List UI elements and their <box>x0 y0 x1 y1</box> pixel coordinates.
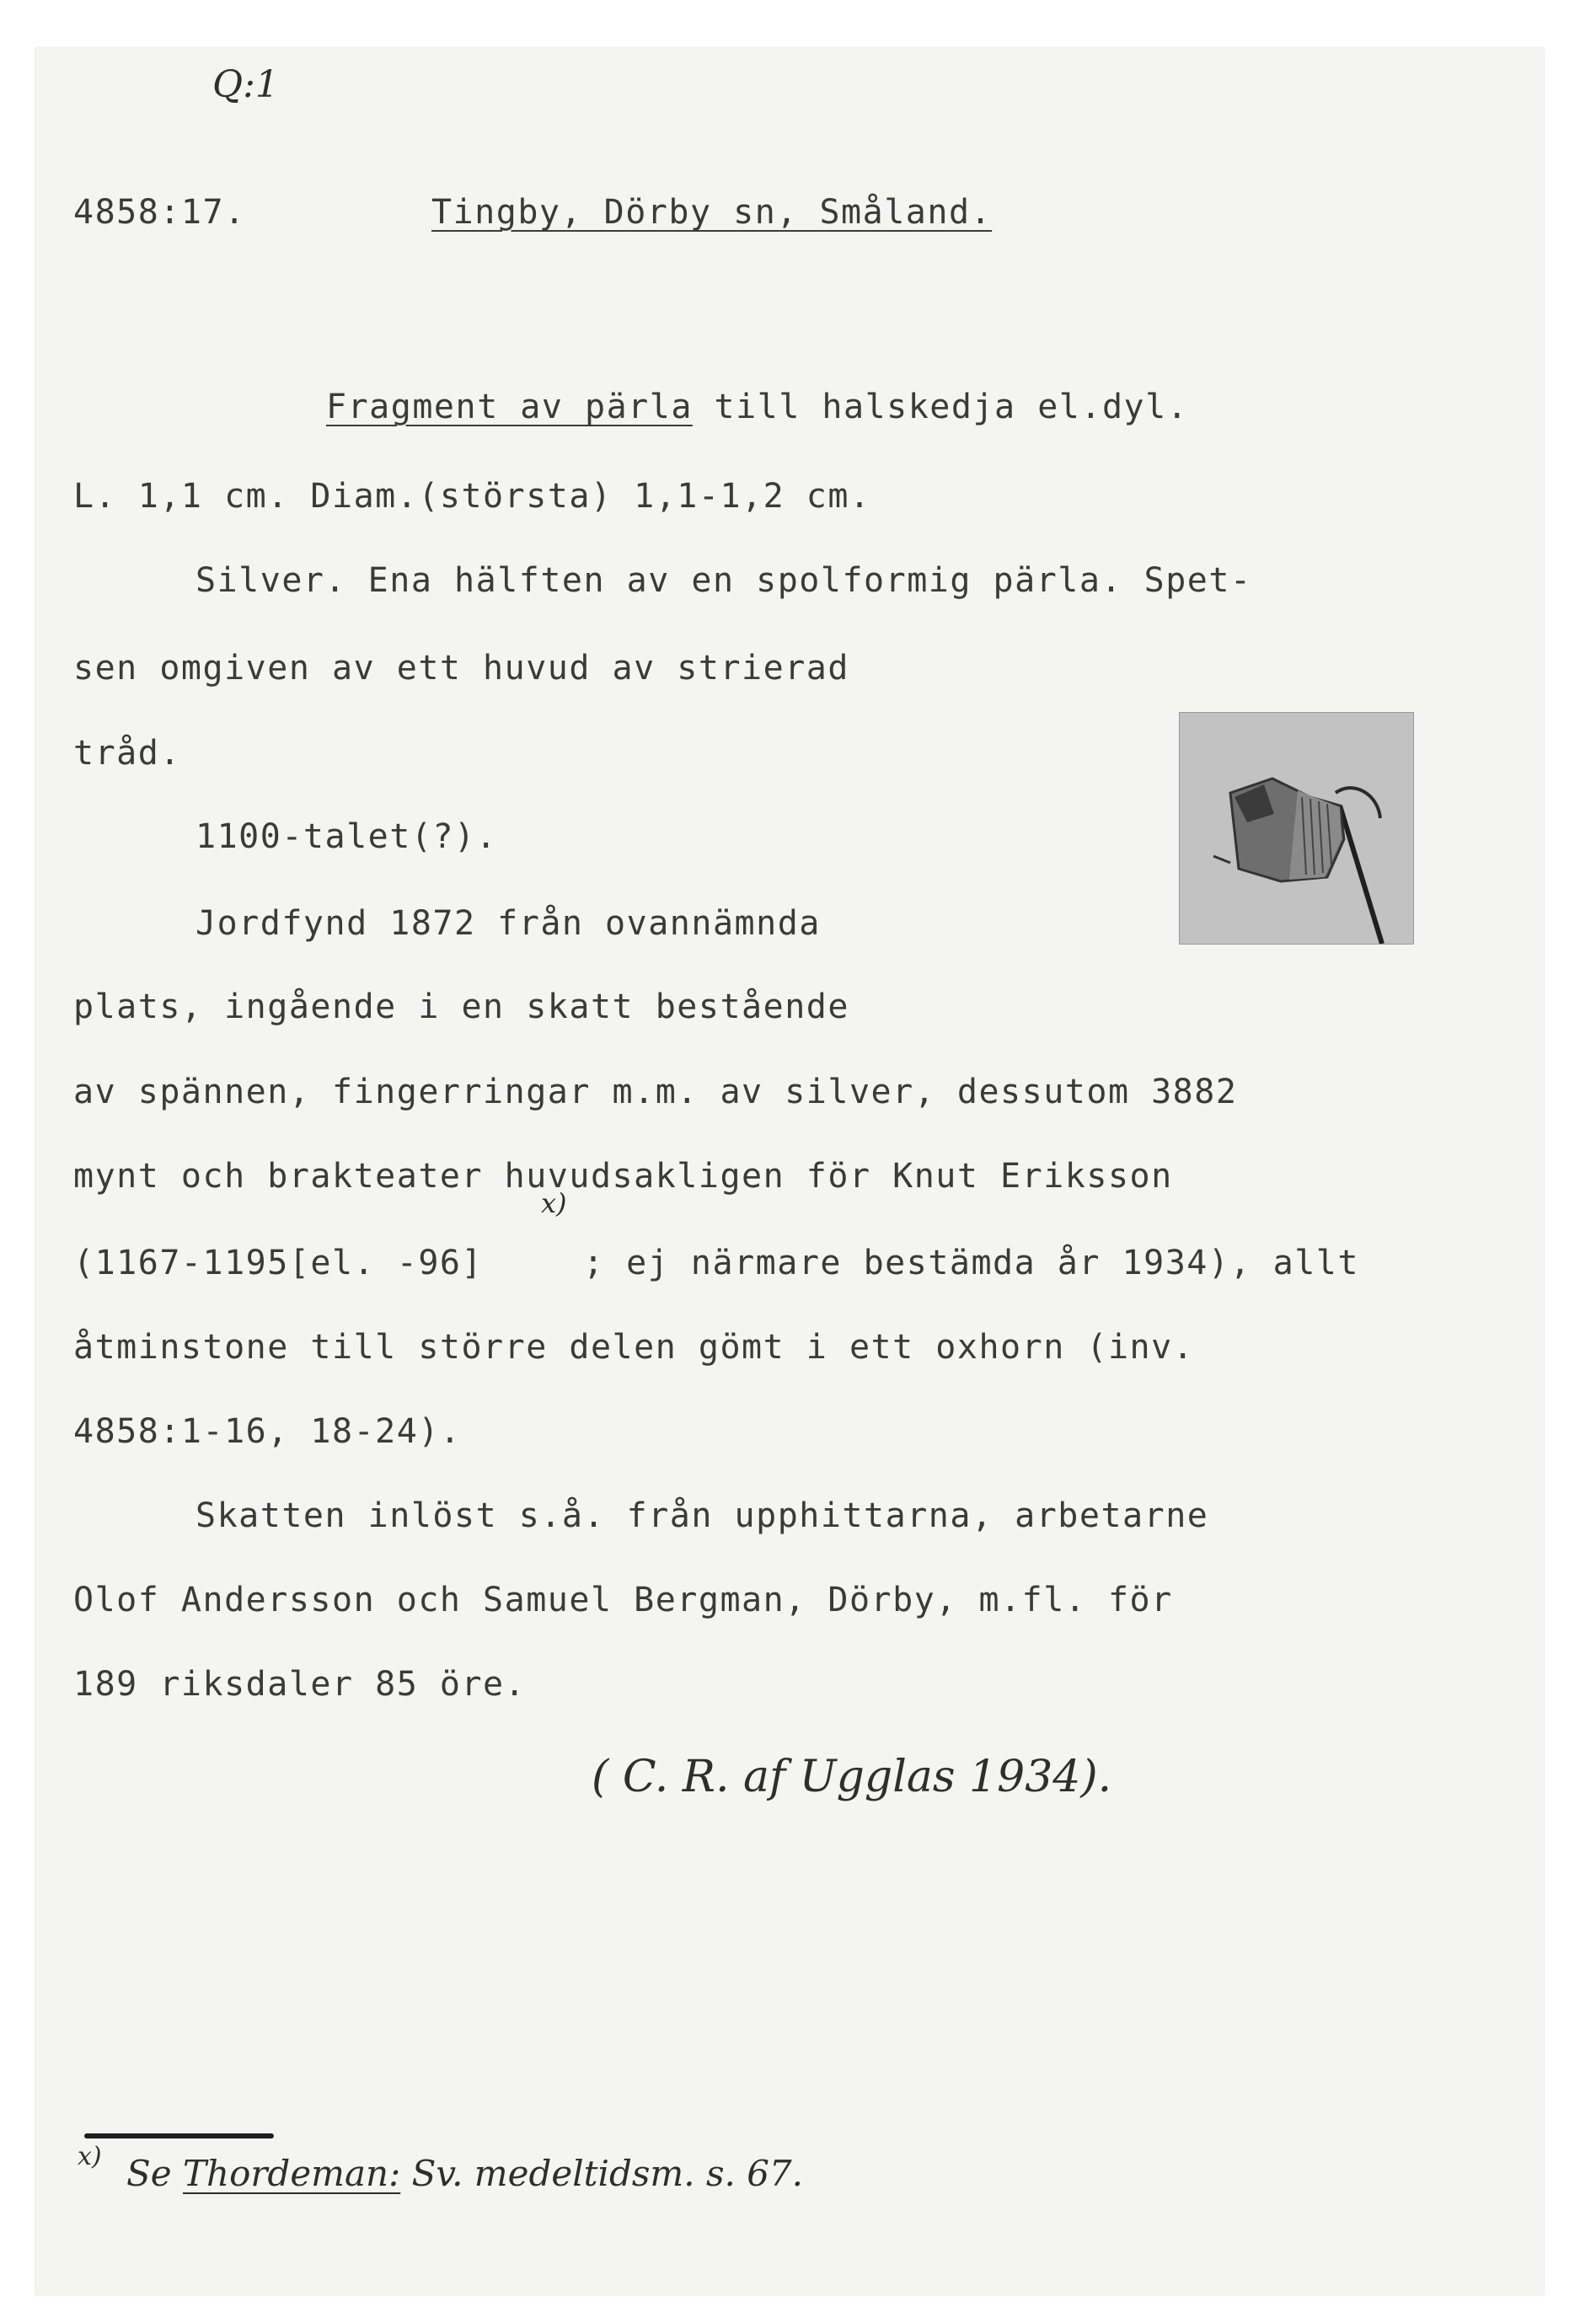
body-line: Skatten inlöst s.å. från upphittarna, arbetarne <box>195 1496 1209 1535</box>
object-name-rest: till halskedja el.dyl. <box>692 388 1189 426</box>
dimensions: L. 1,1 cm. Diam.(största) 1,1-1,2 cm. <box>73 477 871 516</box>
attribution-signature: ( C. R. af Ugglas 1934). <box>592 1752 1112 1802</box>
bead-fragment-icon <box>1180 713 1413 944</box>
inventory-number: 4858:17. <box>73 193 246 232</box>
object-name: Fragment av pärla <box>326 388 693 426</box>
body-line: Olof Andersson och Samuel Bergman, Dörby, m.fl. för <box>73 1581 1173 1619</box>
body-line: Silver. Ena hälften av en spolformig pärla. Spet- <box>195 561 1252 600</box>
footnote-author: Thordeman: <box>183 2153 401 2194</box>
footnote-reference: Sv. medeltidsm. s. 67. <box>411 2153 803 2194</box>
catalog-card <box>35 48 1544 2295</box>
footnote-prefix: Se <box>126 2153 172 2194</box>
footnote <box>126 2153 803 2194</box>
body-line: ; ej närmare bestämda år 1934), allt <box>583 1244 1359 1282</box>
body-line: 189 riksdaler 85 öre. <box>73 1665 527 1704</box>
card-reference: Q:1 <box>212 63 279 106</box>
body-line: sen omgiven av ett huvud av strierad <box>73 649 849 688</box>
footnote-marker-bottom: x) <box>78 2142 102 2171</box>
body-line: Jordfynd 1872 från ovannämnda <box>195 904 821 943</box>
object-title-line <box>326 387 1188 427</box>
body-line: 4858:1-16, 18-24). <box>73 1412 462 1451</box>
bead-fragment-photo <box>1179 712 1414 945</box>
body-line: 1100-talet(?). <box>195 817 498 856</box>
footnote-marker: x) <box>541 1187 567 1219</box>
body-line: plats, ingående i en skatt bestående <box>73 988 849 1026</box>
find-place: Tingby, Dörby sn, Småland. <box>431 193 993 232</box>
body-line: åtminstone till större delen gömt i ett oxhorn (inv. <box>73 1328 1195 1367</box>
body-line: tråd. <box>73 734 181 773</box>
footnote-rule-line <box>84 2133 274 2138</box>
body-line: (1167-1195[el. -96] <box>73 1244 484 1282</box>
body-line: av spännen, fingerringar m.m. av silver, dessutom 3882 <box>73 1073 1238 1111</box>
body-line: mynt och brakteater huvudsakligen för Knut Eriksson <box>73 1157 1173 1196</box>
